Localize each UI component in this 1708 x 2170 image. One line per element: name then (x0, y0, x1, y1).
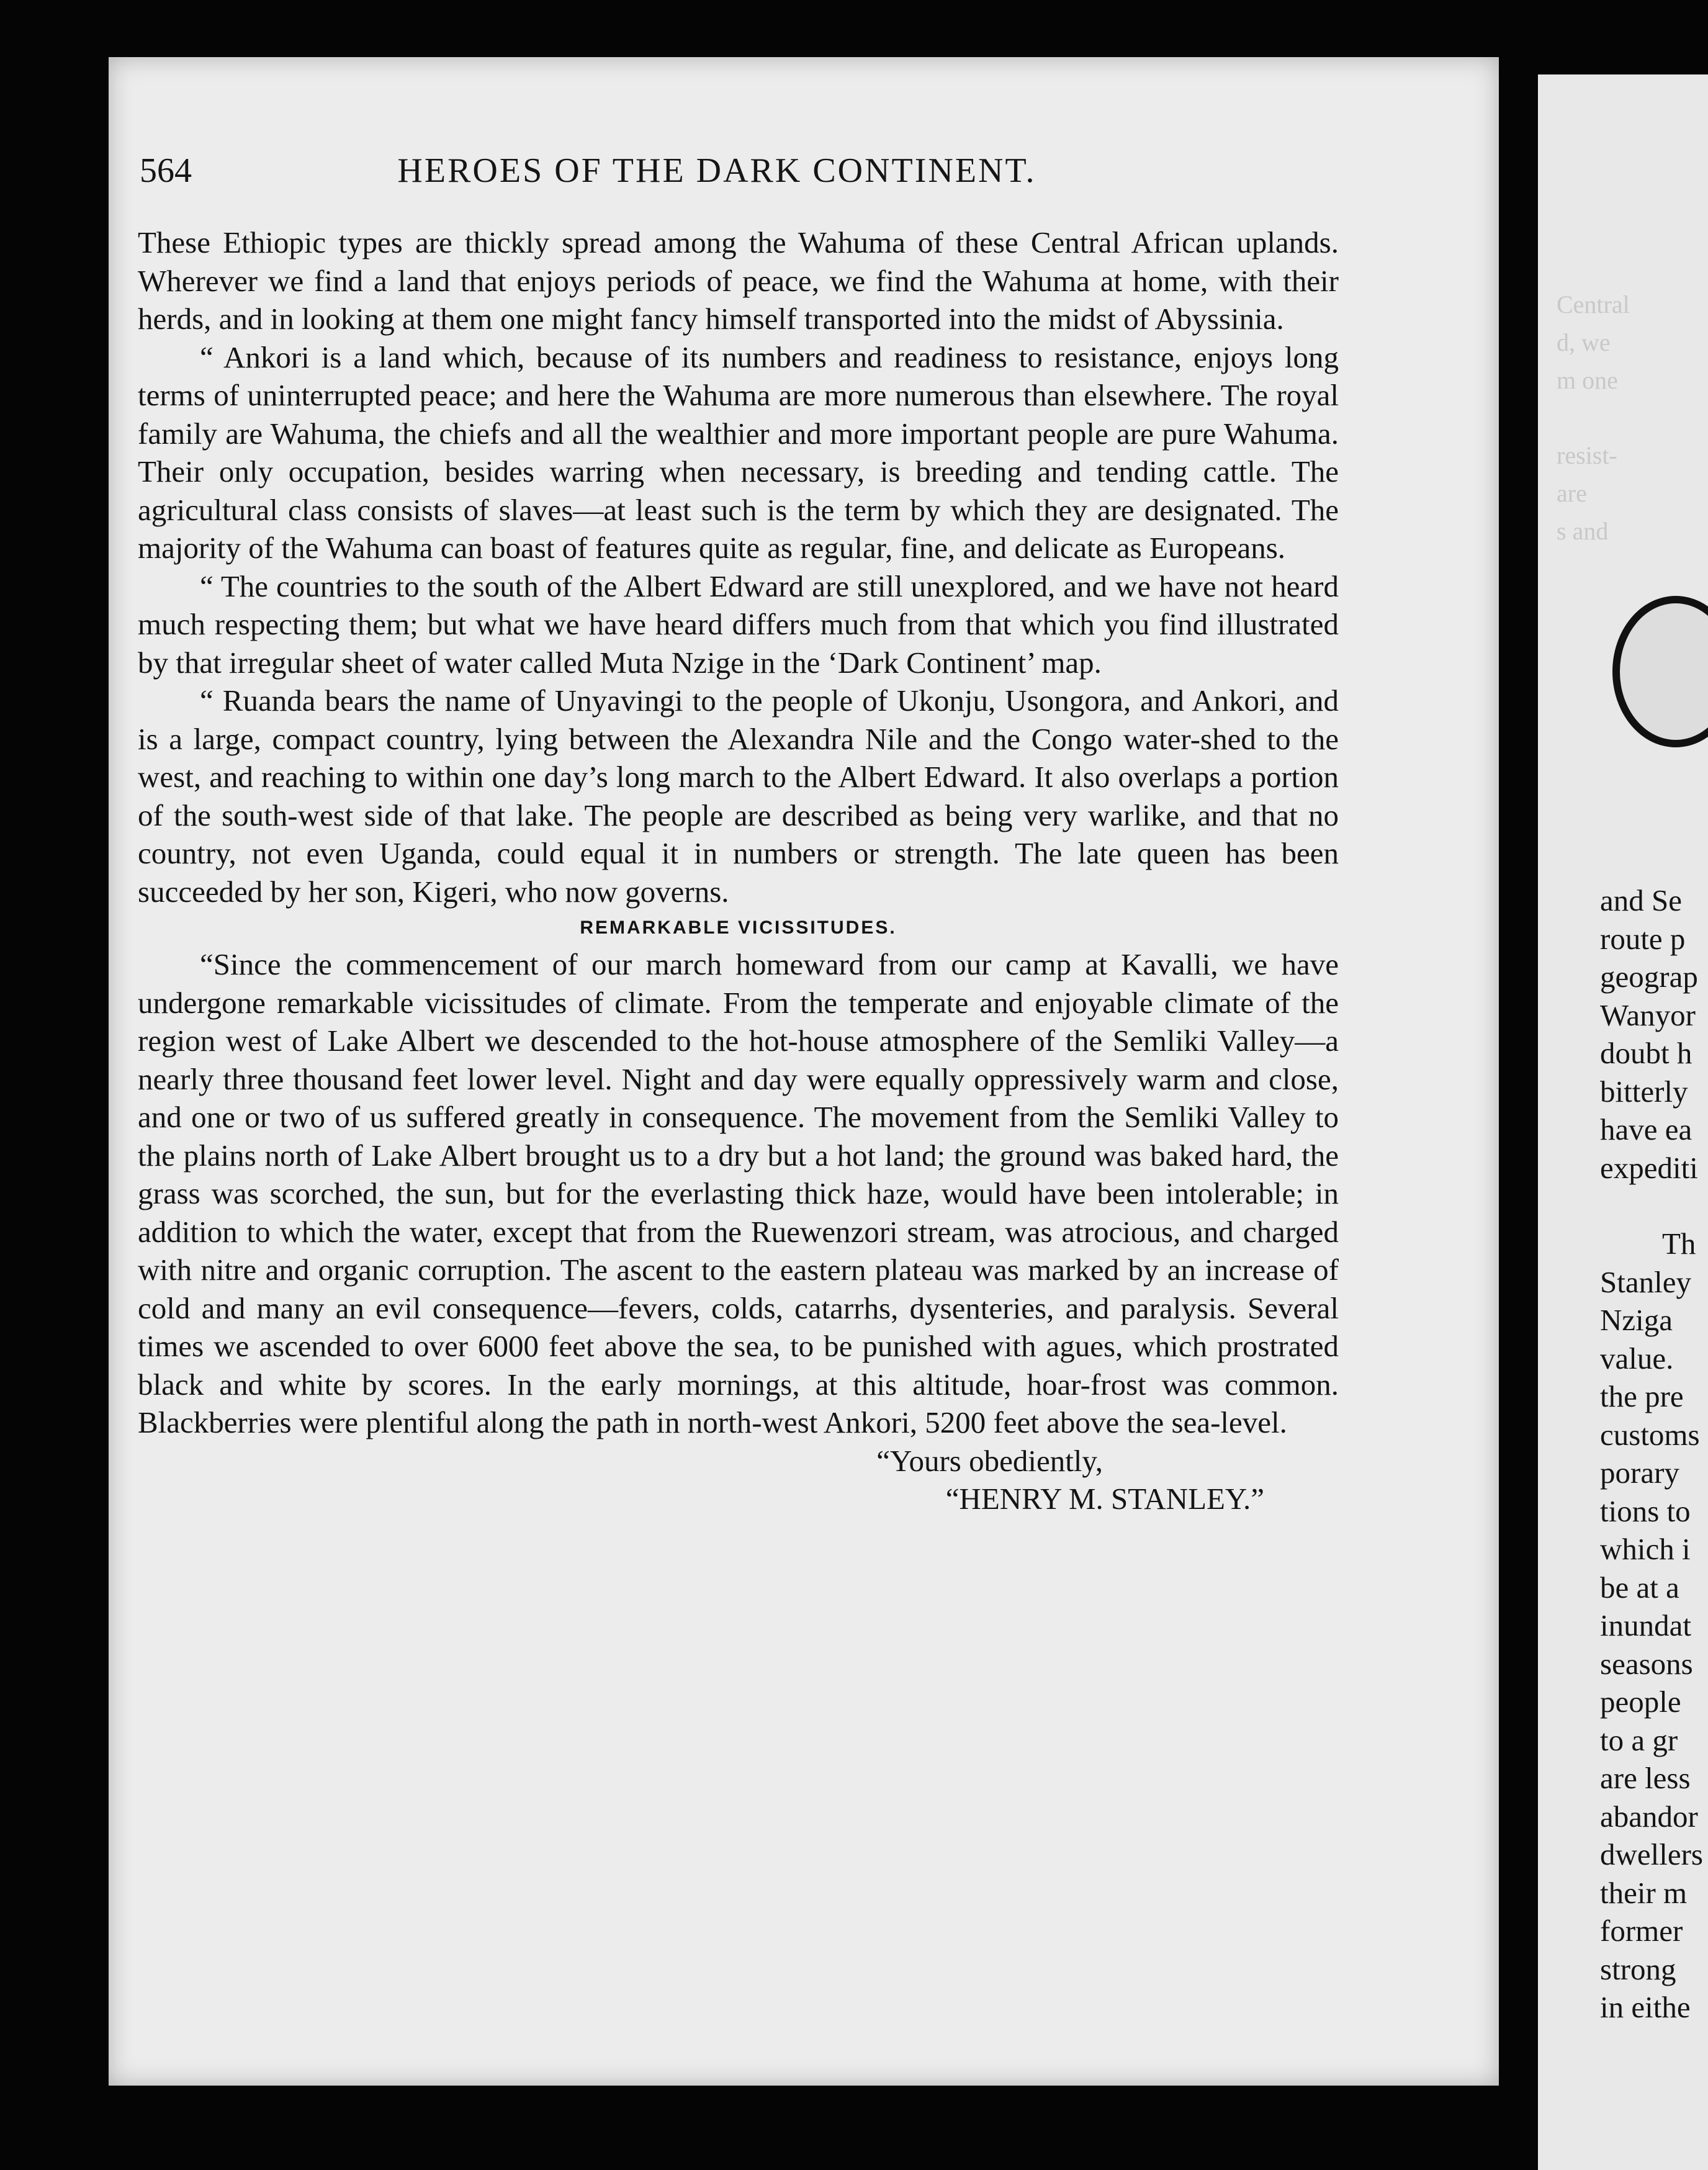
page-number: 564 (140, 151, 192, 190)
paragraph-2: “ Ankori is a land which, because of its numbers and readiness to resistance, enjoys long terms of uninterrupted peace; and here the Wahuma are more numerous than elsewhere. The royal family are Wahuma, the chiefs and all the wealthier and more important people are pure Wahuma. Their only occupation, besides warring when necessary, is breeding and tending cattle. The agricultural class consists of slaves—at least such is the term by which they are designated. The majority of the Wahuma can boast of features quite as regular, fine, and delicate as Europeans. (138, 340, 1339, 565)
paragraph-3: “ The countries to the south of the Albert Edward are still unexplored, and we have not heard much respecting them; but what we have heard differs much from that which you find illustrated by that irregular sheet of water called Muta Nzige in the ‘Dark Continent’ map. (138, 569, 1339, 680)
paragraph-1: These Ethiopic types are thickly spread among the Wahuma of these Central African uplands. Wherever we find a land that enjoys periods of peace, we find the Wahuma at home, with their herds, and in looking at them one might fancy himself transported into the midst of Abyssinia. (138, 225, 1339, 336)
paragraph-4: “ Ruanda bears the name of Unyavingi to the people of Ukonju, Usongora, and Ankori, and is a large, compact country, lying between the Alexandra Nile and the Congo water-shed to the west, and reaching to within one day’s long march to the Albert Edward. It also overlaps a portion of the south-west side of that lake. The people are described as being very warlike, and that no country, not even Uganda, could equal it in numbers or strength. The late queen has been succeeded by her son, Kigeri, who now governs. (138, 683, 1339, 909)
signature: “HENRY M. STANLEY.” (945, 1482, 1264, 1516)
running-header (140, 140, 1207, 202)
paragraph-5: “Since the commencement of our march homeward from our camp at Kavalli, we have undergone remarkable vicissitudes of climate. From the temperate and enjoyable climate of the region west of Lake Albert we descended to the hot-house atmosphere of the Semliki Valley—a nearly three thousand feet lower level. Night and day were equally oppressively warm and close, and one or two of us suffered greatly in consequence. The movement from the Semliki Valley to the plains north of Lake Albert brought us to a dry but a hot land; the ground was baked hard, the grass was scorched, the sun, but for the everlasting thick haze, would have been intolerable; in addition to which the water, except that from the Ruewenzori stream, was atrocious, and charged with nitre and organic corruption. The ascent to the eastern plateau was marked by an increase of cold and many an evil consequence—fevers, colds, catarrhs, dysenteries, and paralysis. Several times we ascended to over 6000 feet above the sea, to be punished with agues, which prostrated black and white by scores. In the early mornings, at this altitude, hoar-frost was common. Blackberries were plentiful along the path in north-west Ankori, 5200 feet above the sea-level. (138, 947, 1339, 1439)
valediction: “Yours obediently, (876, 1443, 1103, 1478)
bleed-through-text: Central d, we m one resist- are s and (1557, 290, 1630, 545)
body-text (138, 223, 1339, 1518)
ornament-illustration (1612, 596, 1708, 747)
facing-page-line-starts: and Se route p geograp Wanyor doubt h bitterly have ea expediti Th Stanley Nziga value. the pre customs porary tions to which i be at a inundat seasons people to a gr are less abandor dwellers their m former strong in eithe (1600, 883, 1703, 2024)
section-subheading: REMARKABLE VICISSITUDES. (580, 917, 897, 938)
facing-page (1538, 74, 1708, 2170)
letter-closing (138, 1442, 1339, 1518)
running-title: HEROES OF THE DARK CONTINENT. (397, 151, 1036, 190)
